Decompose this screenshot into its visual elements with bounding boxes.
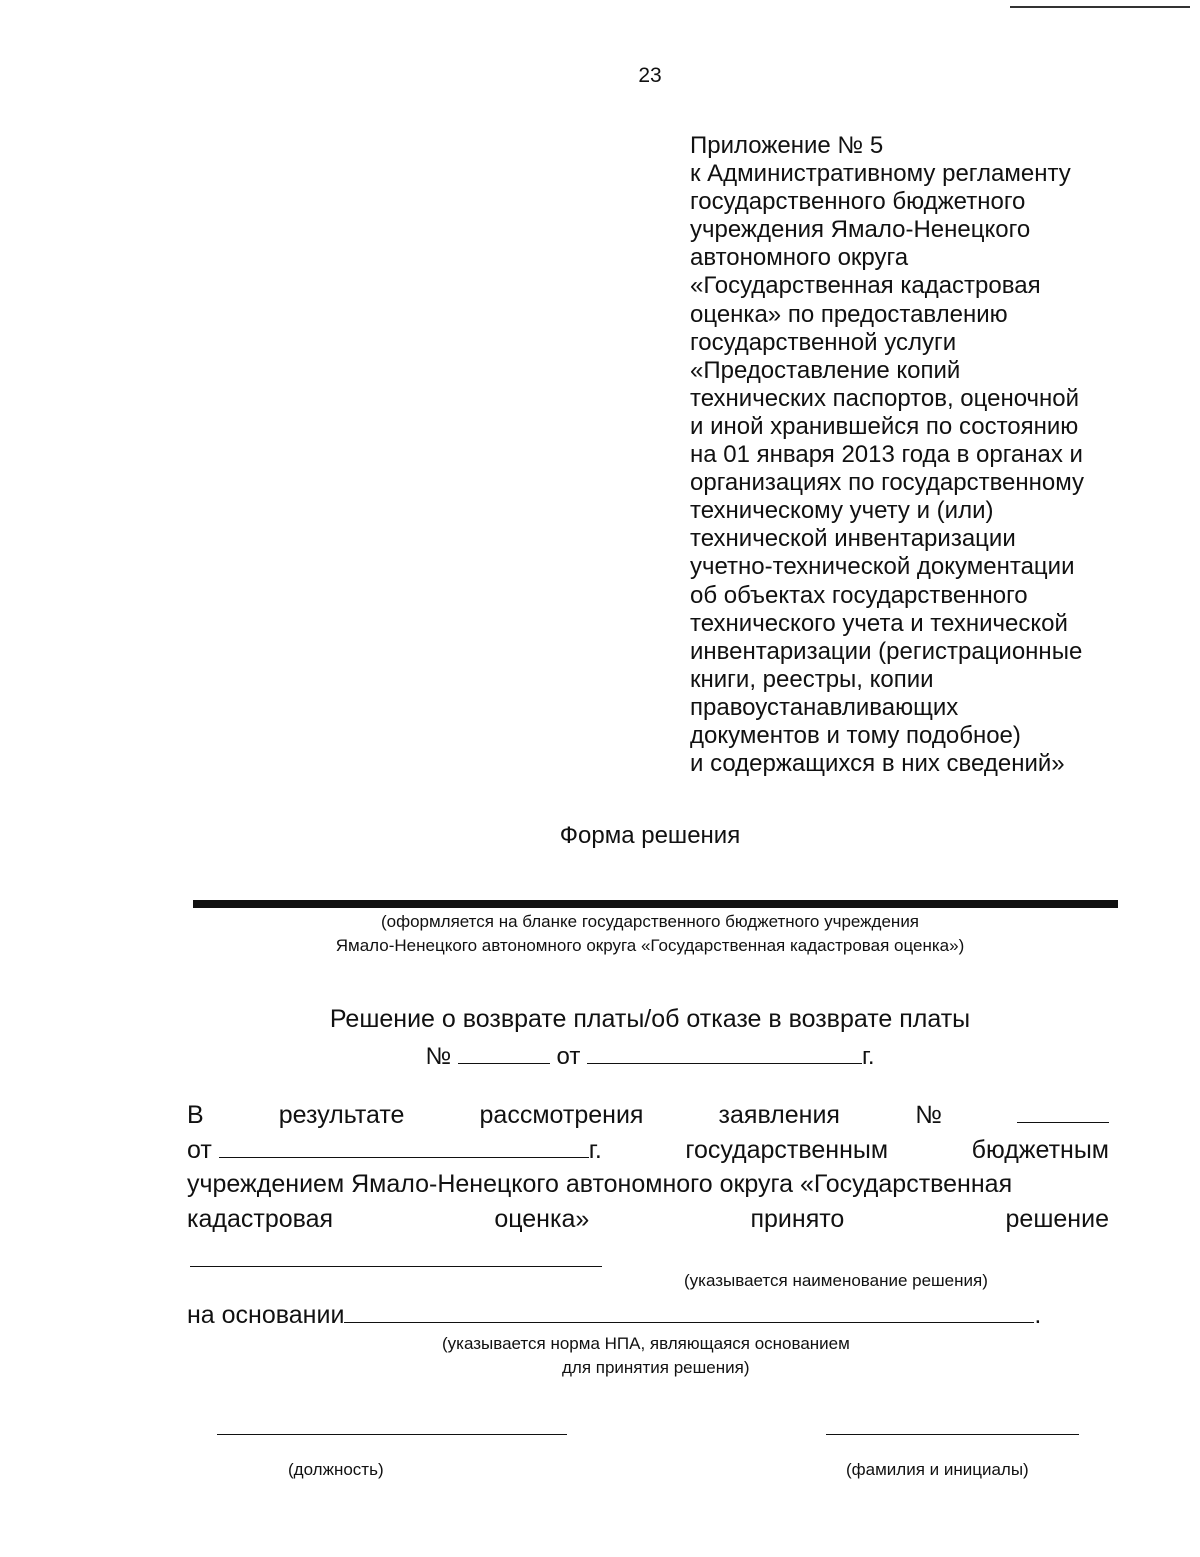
body-word: решение [1005, 1204, 1109, 1233]
body-word: оценка» [494, 1204, 590, 1233]
appendix-line: учетно-технической документации [690, 553, 1075, 581]
body-row-3 [187, 1167, 1109, 1202]
basis-note-line2: для принятия решения) [562, 1358, 750, 1377]
appendix-line: Приложение № 5 [690, 132, 884, 159]
body-word: государственным [685, 1135, 889, 1164]
basis-period: . [1034, 1301, 1042, 1329]
appendix-line: техническому учету и (или) [690, 497, 994, 525]
from-label: от [187, 1135, 212, 1164]
appendix-line: инвентаризации (регистрационные [690, 637, 1083, 665]
year-label: г. [588, 1135, 602, 1164]
appendix-line: «Предоставление копий [690, 356, 961, 384]
appendix-line: автономного округа [690, 244, 909, 272]
appendix-line: государственной услуги [690, 328, 957, 356]
decision-body [187, 1098, 1109, 1236]
decision-number-line [190, 1041, 1110, 1071]
appendix-line: документов и тому подобное) [690, 721, 1021, 749]
position-signature-field[interactable] [217, 1434, 567, 1435]
appendix-line: технической инвентаризации [690, 525, 1016, 553]
appendix-line: и иной хранившейся по состоянию [690, 412, 1079, 440]
decision-name-field[interactable] [190, 1266, 602, 1267]
decision-date-field[interactable] [587, 1041, 862, 1064]
decision-title: Решение о возврате платы/об отказе в возврате платы [329, 1005, 971, 1033]
blank-note-line1: (оформляется на бланке государственного бюджетного учреждения [380, 912, 920, 931]
body-word: рассмотрения [479, 1101, 644, 1129]
decision-name-note: (указывается наименование решения) [684, 1271, 988, 1290]
appendix-line: на 01 января 2013 года в органах и [690, 441, 1083, 469]
body-word: № [915, 1101, 942, 1129]
page-number: 23 [638, 64, 662, 87]
name-signature-field[interactable] [826, 1434, 1079, 1435]
appendix-line: об объектах государственного [690, 581, 1028, 609]
body-row-1 [187, 1098, 1109, 1133]
appendix-header [690, 132, 1190, 778]
appendix-line: правоустанавливающих [690, 693, 959, 721]
body-line: учреждением Ямало-Ненецкого автономного округа «Государственная [187, 1170, 1013, 1198]
appendix-line: к Административному регламенту [690, 160, 1071, 188]
appendix-line: «Государственная кадастровая [690, 272, 1041, 300]
number-sign: № [425, 1043, 452, 1070]
application-number-field[interactable] [1017, 1100, 1109, 1123]
body-word: кадастровая [187, 1204, 334, 1233]
year-label: г. [862, 1043, 875, 1070]
basis-field[interactable] [344, 1300, 1034, 1323]
appendix-line: оценка» по предоставлению [690, 300, 1008, 328]
application-date-field[interactable] [219, 1135, 589, 1158]
body-word: результате [278, 1101, 405, 1129]
body-word: бюджетным [971, 1135, 1109, 1164]
body-word: заявления [718, 1101, 840, 1129]
body-row-2 [187, 1133, 1109, 1168]
appendix-line: технического учета и технической [690, 609, 1068, 637]
appendix-line: и содержащихся в них сведений» [690, 750, 1065, 778]
blank-note-line2: Ямало-Ненецкого автономного округа «Государственная кадастровая оценка») [335, 936, 965, 955]
basis-line [187, 1300, 1041, 1330]
body-row-4 [187, 1202, 1109, 1237]
position-label: (должность) [288, 1460, 384, 1479]
appendix-line: технических паспортов, оценочной [690, 384, 1080, 412]
scan-edge-line [1010, 6, 1190, 8]
from-label: от [556, 1043, 581, 1070]
appendix-line: учреждения Ямало-Ненецкого [690, 216, 1031, 244]
basis-label: на основании [187, 1301, 345, 1329]
basis-note-line1: (указывается норма НПА, являющаяся основанием [442, 1334, 850, 1353]
letterhead-bar [193, 900, 1118, 908]
appendix-line: книги, реестры, копии [690, 665, 934, 693]
appendix-line: организациях по государственному [690, 469, 1085, 497]
appendix-line: государственного бюджетного [690, 188, 1026, 216]
decision-number-field[interactable] [458, 1041, 550, 1064]
body-word: принято [750, 1204, 845, 1233]
name-label: (фамилия и инициалы) [846, 1460, 1029, 1479]
body-word: В [187, 1101, 204, 1129]
form-title: Форма решения [559, 822, 741, 849]
